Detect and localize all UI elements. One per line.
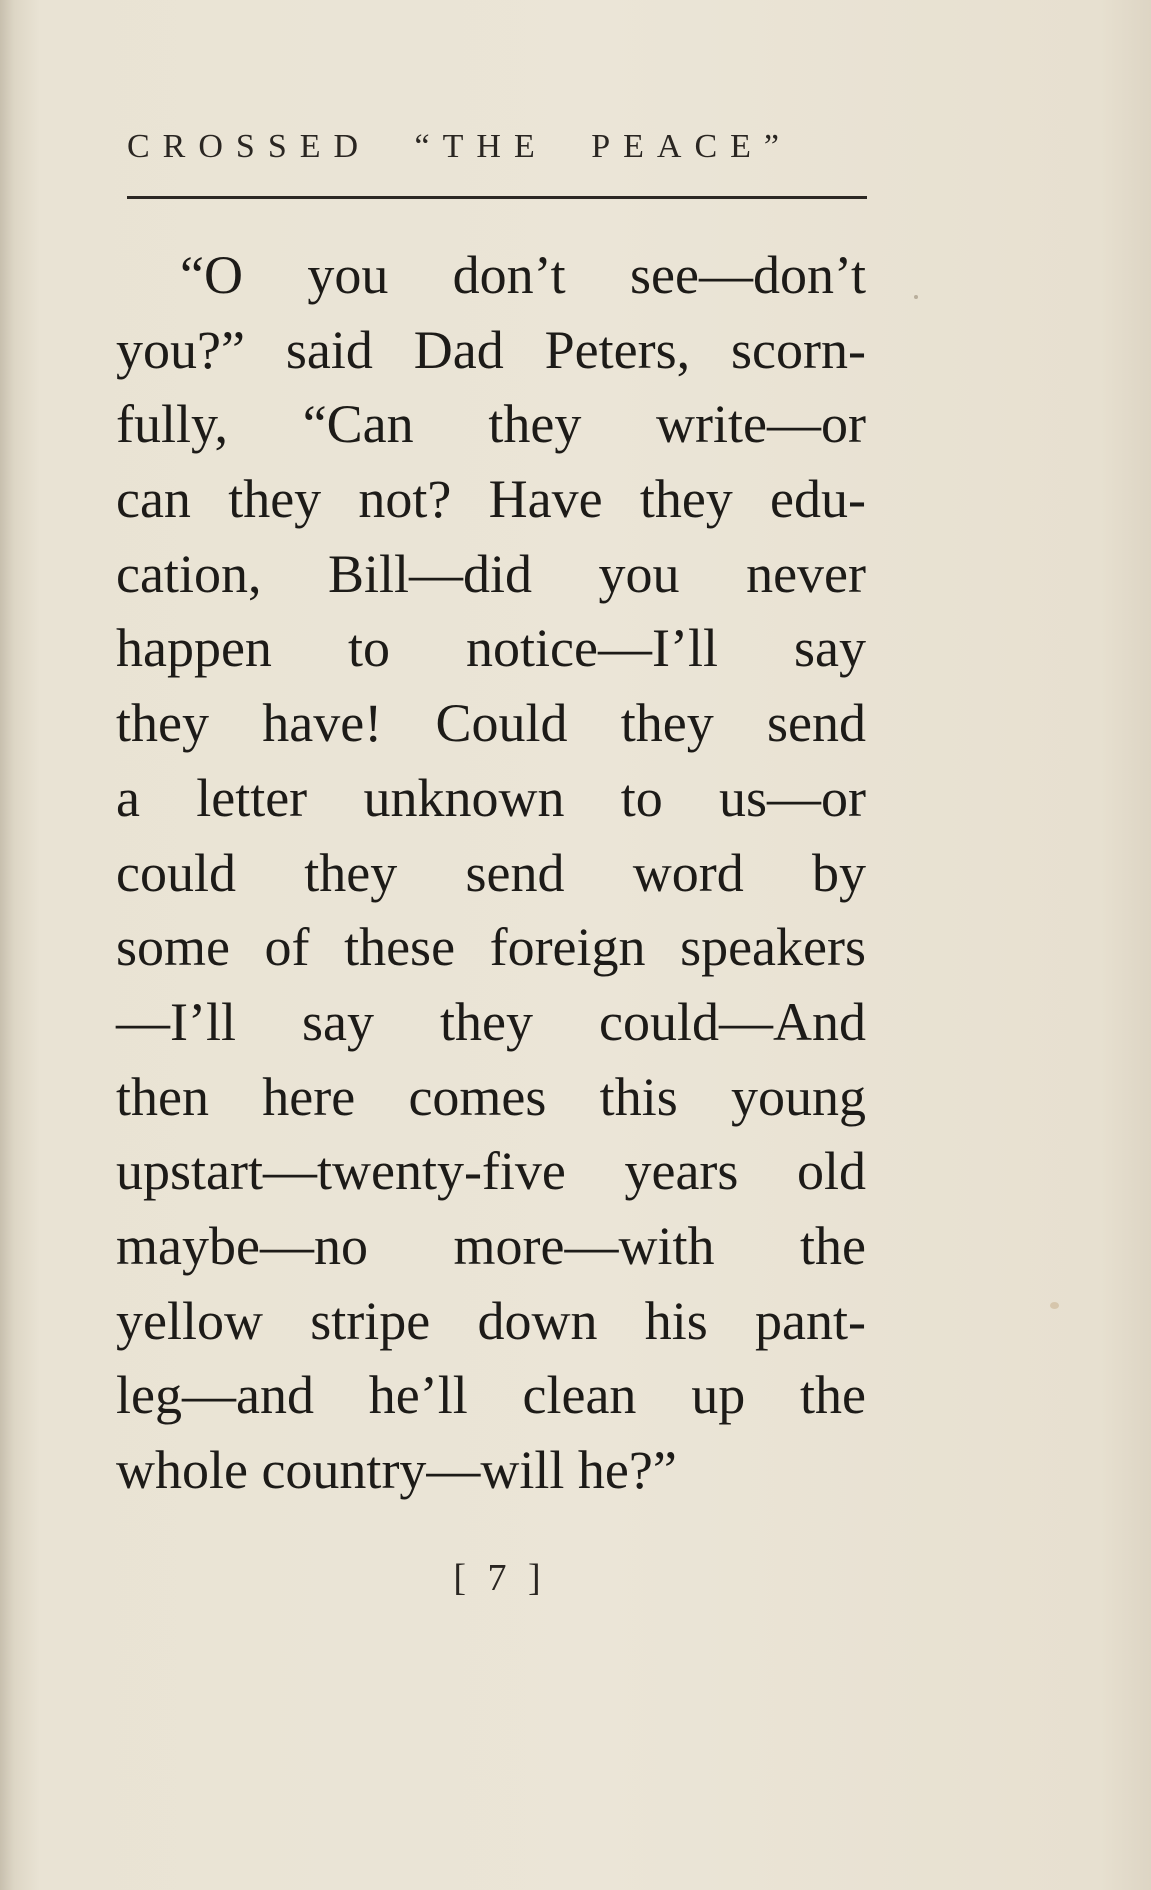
text-line: yellow stripe down his pant-	[116, 1290, 866, 1351]
text-line: cation, Bill—did you never	[116, 543, 866, 604]
page-number: [ 7 ]	[453, 1557, 547, 1599]
paper-speck	[1050, 1302, 1059, 1309]
header-rule	[127, 196, 867, 199]
text-line: whole country—will he?”	[116, 1440, 677, 1500]
text-line: could they send word by	[116, 842, 866, 903]
text-line: they have! Could they send	[116, 693, 866, 754]
text-line: leg—and he’ll clean up the	[116, 1365, 866, 1426]
running-head: CROSSED “THE PEACE”	[127, 128, 792, 165]
text-line: a letter unknown to us—or	[116, 767, 866, 828]
text-line: then here comes this young	[116, 1066, 866, 1127]
text-line: —I’ll say they could—And	[116, 991, 866, 1052]
text-line: “O you don’t see—don’t	[180, 245, 866, 305]
text-line: upstart—twenty-five years old	[116, 1141, 866, 1202]
paper-speck	[914, 295, 918, 299]
text-line: some of these foreign speakers	[116, 917, 866, 978]
text-line: happen to notice—I’ll say	[116, 618, 866, 679]
text-line: can they not? Have they edu-	[116, 469, 866, 530]
text-line: fully, “Can they write—or	[116, 394, 866, 455]
text-line: you?” said Dad Peters, scorn-	[116, 319, 866, 380]
body-paragraph	[116, 238, 866, 1508]
text-line: maybe—no more—with the	[116, 1215, 866, 1276]
